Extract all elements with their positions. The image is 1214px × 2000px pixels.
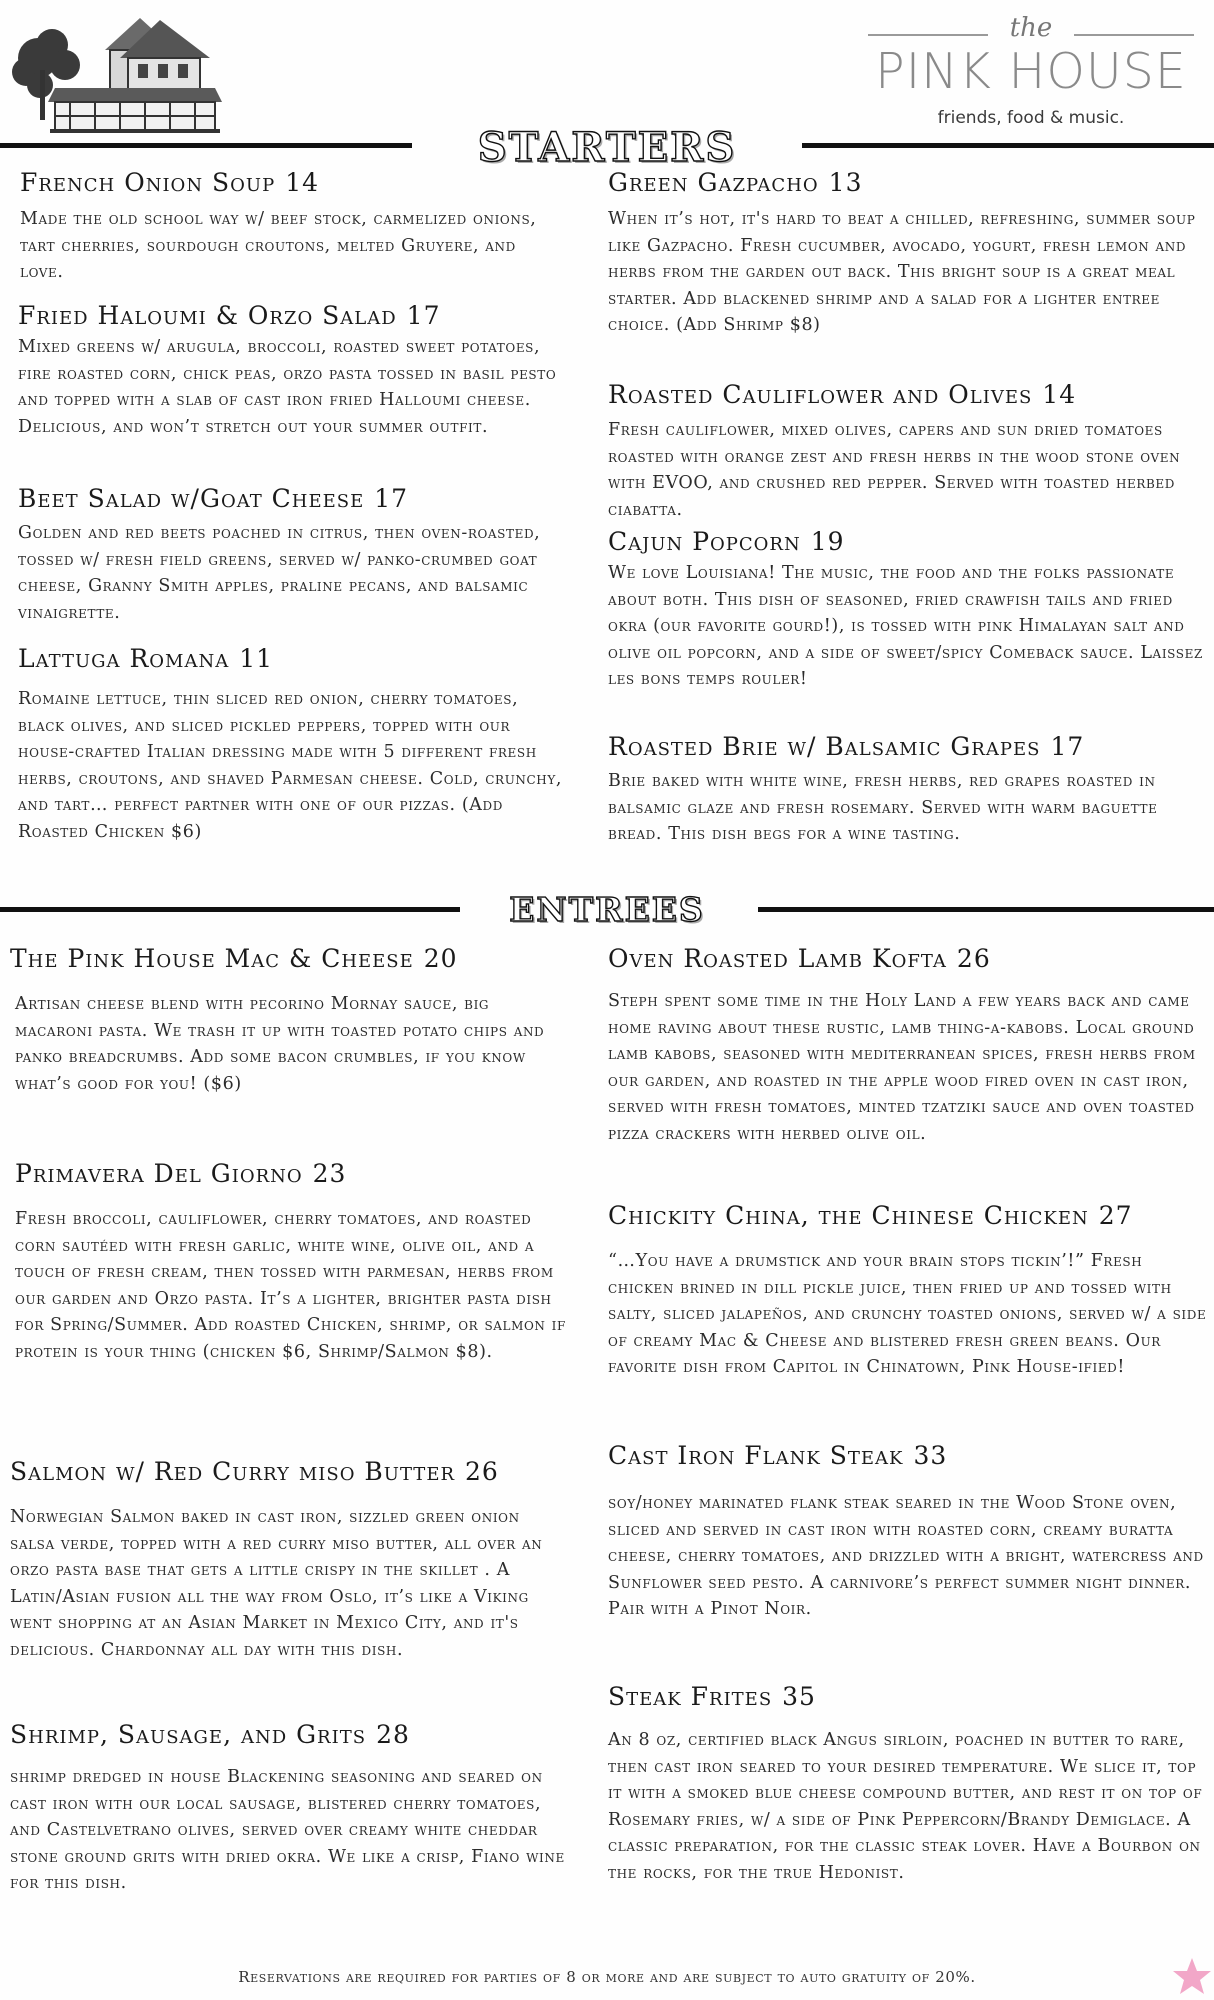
item-title: Lattuga Romana 11 [18, 644, 274, 673]
item-description: Mixed greens w/ arugula, broccoli, roasted sweet potatoes, fire roasted corn, chick peas, orzo pasta tossed in basil pesto and topped with a slab of cast iron fried Halloumi cheese. Delicious, and won’t stretch out your summer outfit. [18, 337, 557, 437]
menu-item-mac-cheese [10, 944, 565, 1097]
item-description: Fresh cauliflower, mixed olives, capers and sun dried tomatoes roasted with orange zest and fresh herbs in the wood stone oven with EVOO, and crushed red pepper. Served with toasted herbed ciabatta. [608, 420, 1181, 520]
menu-item-chickity-china [608, 1201, 1208, 1381]
item-title: Oven Roasted Lamb Kofta 26 [608, 944, 991, 973]
item-title: Roasted Cauliflower and Olives 14 [608, 380, 1077, 409]
menu-item-shrimp-grits [10, 1720, 567, 1897]
item-description: soy/honey marinated flank steak seared in the Wood Stone oven, sliced and served in cast iron with roasted corn, creamy buratta cheese, cherry tomatoes, and drizzled with a bright, watercress and Sunflower seed pesto. A carnivore’s perfect summer night dinner. Pair with a Pinot Noir. [608, 1493, 1204, 1620]
menu-item-lattuga-romana [18, 644, 563, 846]
menu-item-roasted-cauliflower [608, 380, 1208, 523]
item-description: “…You have a drumstick and your brain stops tickin’!” Fresh chicken brined in dill pickle juice, then fried up and tossed with salty, sliced jalapeños, and crunchy toasted onions, served w/ a side of creamy Mac & Cheese and blistered fresh green beans. Our favorite dish from Capitol in Chinatown, Pink House-ified! [608, 1251, 1207, 1378]
item-title: Chickity China, the Chinese Chicken 27 [608, 1201, 1133, 1230]
item-title: Roasted Brie w/ Balsamic Grapes 17 [608, 732, 1085, 761]
item-title: Salmon w/ Red Curry miso Butter 26 [10, 1457, 499, 1486]
section-title-entrees: ENTREES [509, 890, 705, 929]
menu-item-steak-frites [608, 1682, 1208, 1887]
item-description: Steph spent some time in the Holy Land a few years back and came home raving about these rustic, lamb thing-a-kabobs. Local ground lamb kabobs, seasoned with mediterranean spices, fresh herbs from our garden, and roasted in the apple wood fired oven in cast iron, served with fresh tomatoes, minted tzatziki sauce and oven toasted pizza crackers with herbed olive oil. [608, 991, 1196, 1144]
item-description: Made the old school way w/ beef stock, carmelized onions, tart cherries, sourdough croutons, melted Gruyere, and love. [20, 209, 537, 283]
reservation-note: Reservations are required for parties of 8 or more and are subject to auto gratuity of 20%. [238, 1968, 976, 1986]
menu-item-lamb-kofta [608, 944, 1208, 1148]
item-title: Primavera Del Giorno 23 [15, 1159, 347, 1188]
entrees-heading [0, 888, 1214, 928]
brand-logo [866, 14, 1196, 128]
menu-item-salmon [10, 1457, 567, 1664]
menu-item-fried-haloumi [18, 301, 563, 440]
item-description: We love Louisiana! The music, the food and the folks passionate about both. This dish of seasoned, fried crawfish tails and fried okra (our favorite gourd!), is tossed with pink Himalayan salt and olive oil popcorn, and a side of sweet/spicy Comeback sauce. Laissez les bons temps rouler! [608, 563, 1203, 690]
item-description: Fresh broccoli, cauliflower, cherry tomatoes, and roasted corn sautéed with fresh garlic, white wine, olive oil, and a touch of fresh cream, then tossed with parmesan, herbs from our garden and Orzo pasta. It’s a lighter, brighter pasta dish for Spring/Summer. Add roasted Chicken, shrimp, or salmon if protein is your thing (chicken $6, Shrimp/Salmon $8). [15, 1209, 566, 1362]
star-icon [1172, 1956, 1212, 1996]
item-description: Brie baked with white wine, fresh herbs, red grapes roasted in balsamic glaze and fresh rosemary. Served with warm baguette bread. This dish begs for a wine tasting. [608, 771, 1158, 845]
item-title: Shrimp, Sausage, and Grits 28 [10, 1720, 410, 1749]
item-description: Norwegian Salmon baked in cast iron, sizzled green onion salsa verde, topped with a red curry miso butter, all over an orzo pasta base that gets a little crispy in the skillet . A Latin/Asian fusion all the way from Oslo, it’s like a Viking went shopping at an Asian Market in Mexico City, and it's delicious. Chardonnay all day with this dish. [10, 1507, 543, 1660]
section-title-starters: STARTERS [477, 124, 737, 171]
menu-item-green-gazpacho [608, 168, 1208, 339]
menu-item-french-onion-soup [20, 168, 560, 286]
menu-item-beet-salad [18, 484, 563, 626]
item-description: When it’s hot, it's hard to beat a chilled, refreshing, summer soup like Gazpacho. Fresh cucumber, avocado, yogurt, fresh lemon and herbs from the garden out back. This bright soup is a great meal starter. Add blackened shrimp and a salad for a lighter entree choice. (Add Shrimp $8) [608, 209, 1196, 336]
item-title: Fried Haloumi & Orzo Salad 17 [18, 301, 441, 330]
brand-the: the [1009, 13, 1053, 43]
house-illustration-icon [10, 10, 225, 135]
item-title: Cast Iron Flank Steak 33 [608, 1441, 948, 1470]
brand-tagline: friends, food & music. [937, 108, 1125, 128]
item-title: Beet Salad w/Goat Cheese 17 [18, 484, 409, 513]
menu-item-cajun-popcorn [608, 527, 1208, 693]
starters-heading [0, 124, 1214, 171]
brand-rule-right [1074, 34, 1194, 36]
item-description: An 8 oz, certified black Angus sirloin, poached in butter to rare, then cast iron seared to your desired temperature. We slice it, top it with a smoked blue cheese compound butter, and rest it on top of Rosemary fries, w/ a side of Pink Peppercorn/Brandy Demiglace. A classic preparation, for the classic steak lover. Have a Bourbon on the rocks, for the true Hedonist. [608, 1730, 1203, 1883]
item-title: French Onion Soup 14 [20, 168, 319, 197]
item-title: Cajun Popcorn 19 [608, 527, 845, 556]
item-title: The Pink House Mac & Cheese 20 [10, 944, 458, 973]
item-title: Steak Frites 35 [608, 1682, 816, 1711]
brand-rule-left [868, 34, 988, 36]
item-description: Artisan cheese blend with pecorino Mornay sauce, big macaroni pasta. We trash it up with toasted potato chips and panko breadcrumbs. Add some bacon crumbles, if you know what’s good for you! ($6) [15, 994, 545, 1094]
item-description: Romaine lettuce, thin sliced red onion, cherry tomatoes, black olives, and sliced pickled peppers, topped with our house-crafted Italian dressing made with 5 different fresh herbs, croutons, and shaved Parmesan cheese. Cold, crunchy, and tart… perfect partner with one of our pizzas. (Add Roasted Chicken $6) [18, 689, 563, 842]
brand-name: PINK HOUSE [875, 43, 1187, 100]
menu-item-flank-steak [608, 1441, 1208, 1623]
item-title: Green Gazpacho 13 [608, 168, 863, 197]
menu-item-primavera [15, 1159, 567, 1366]
menu-item-roasted-brie [608, 732, 1208, 848]
item-description: shrimp dredged in house Blackening seasoning and seared on cast iron with our local sausage, blistered cherry tomatoes, and Castelvetrano olives, served over creamy white cheddar stone ground grits with dried okra. We like a crisp, Fiano wine for this dish. [10, 1767, 565, 1894]
item-description: Golden and red beets poached in citrus, then oven-roasted, tossed w/ fresh field greens, served w/ panko-crumbed goat cheese, Granny Smith apples, praline pecans, and balsamic vinaigrette. [18, 523, 541, 623]
